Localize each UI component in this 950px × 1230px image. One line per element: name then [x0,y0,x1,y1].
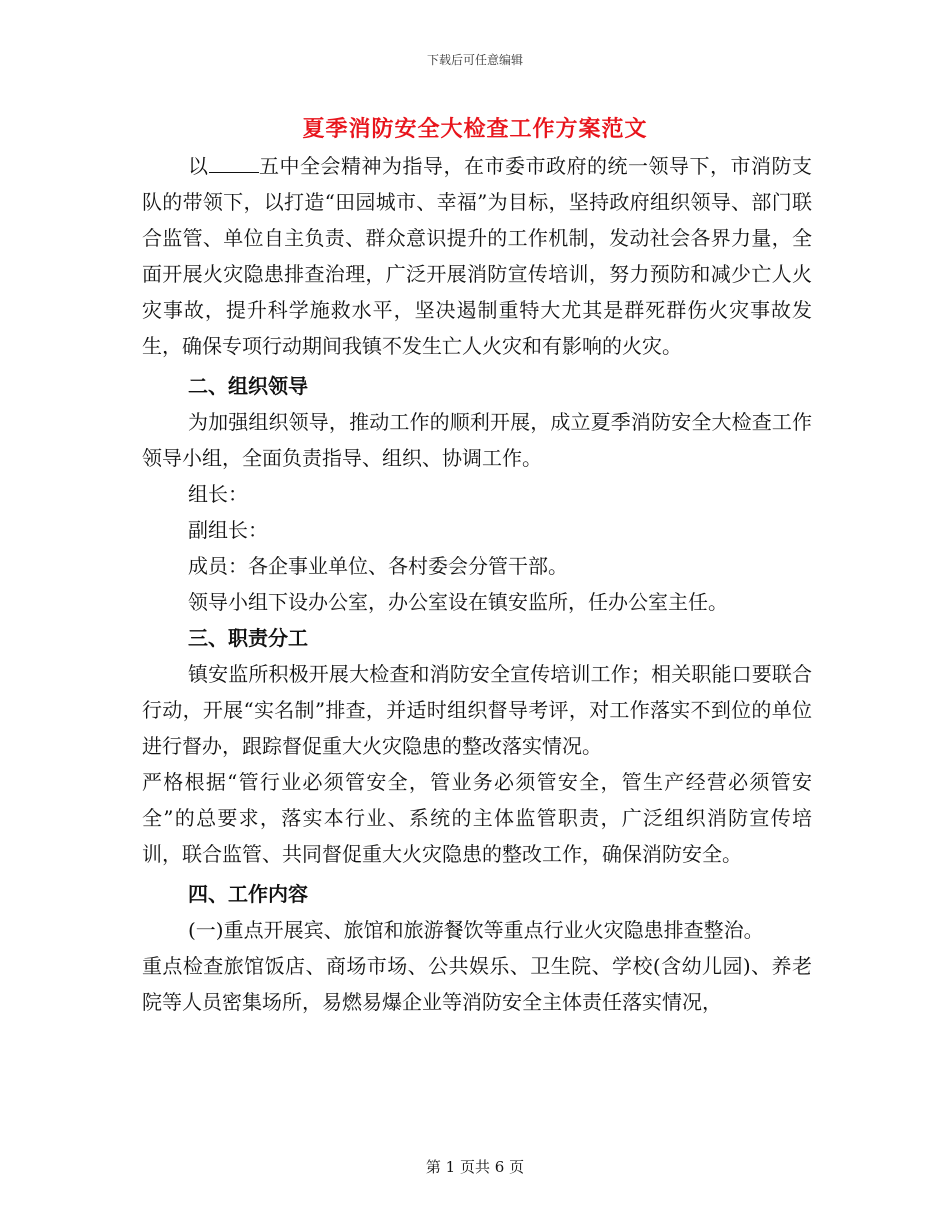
document-title: 夏季消防安全大检查工作方案范文 [302,116,648,142]
document-body [142,148,812,1020]
responsibilities-paragraph-1: 镇安监所积极开展大检查和消防安全宣传培训工作；相关职能口要联合行动，开展“实名制”排查，并适时组织督导考评，对工作落实不到位的单位进行督办，跟踪督促重大火灾隐患的整改落实情况。 [142,662,812,758]
organization-paragraph: 为加强组织领导，推动工作的顺利开展，成立夏季消防安全大检查工作领导小组，全面负责指导、组织、协调工作。 [142,410,812,470]
intro-text: 五中全会精神为指导，在市委市政府的统一领导下，市消防支队的带领下，以打造“田园城市、幸福”为目标，坚持政府组织领导、部门联合监管、单位自主负责、群众意识提升的工作机制，发动社会各界力量，全面开展火灾隐患排查治理，广泛开展消防宣传培训，努力预防和减少亡人火灾事故，提升科学施救水平，坚决遏制重特大尤其是群死群伤火灾事故发生，确保专项行动期间我镇不发生亡人火灾和有影响的火灾。 [142,154,812,358]
section-heading-organization: 二、组织领导 [188,374,308,398]
intro-prefix: 以 [188,154,209,178]
page-header-note: 下载后可任意编辑 [426,53,523,67]
deputy-leader-line: 副组长： [188,518,268,542]
leader-line: 组长： [188,482,248,506]
page-number-footer: 第 1 页共 6 页 [425,1158,525,1176]
intro-paragraph [142,148,812,364]
section-heading-work-content: 四、工作内容 [188,882,308,906]
responsibilities-paragraph-2: 严格根据“管行业必须管安全，管业务必须管安全，管生产经营必须管安全”的总要求，落实本行业、系统的主体监管职责，广泛组织消防宣传培训，联合监管、共同督促重大火灾隐患的整改工作，确保消防安全。 [142,770,812,866]
members-line: 成员：各企事业单位、各村委会分管干部。 [188,554,568,578]
office-line: 领导小组下设办公室，办公室设在镇安监所，任办公室主任。 [188,590,728,614]
work-item-1: (一)重点开展宾、旅馆和旅游餐饮等重点行业火灾隐患排查整治。 [188,918,764,942]
blank-underline [209,152,259,173]
work-item-1-detail: 重点检查旅馆饭店、商场市场、公共娱乐、卫生院、学校(含幼儿园)、养老院等人员密集场所，易燃易爆企业等消防安全主体责任落实情况， [142,954,812,1014]
section-heading-responsibilities: 三、职责分工 [188,626,308,650]
